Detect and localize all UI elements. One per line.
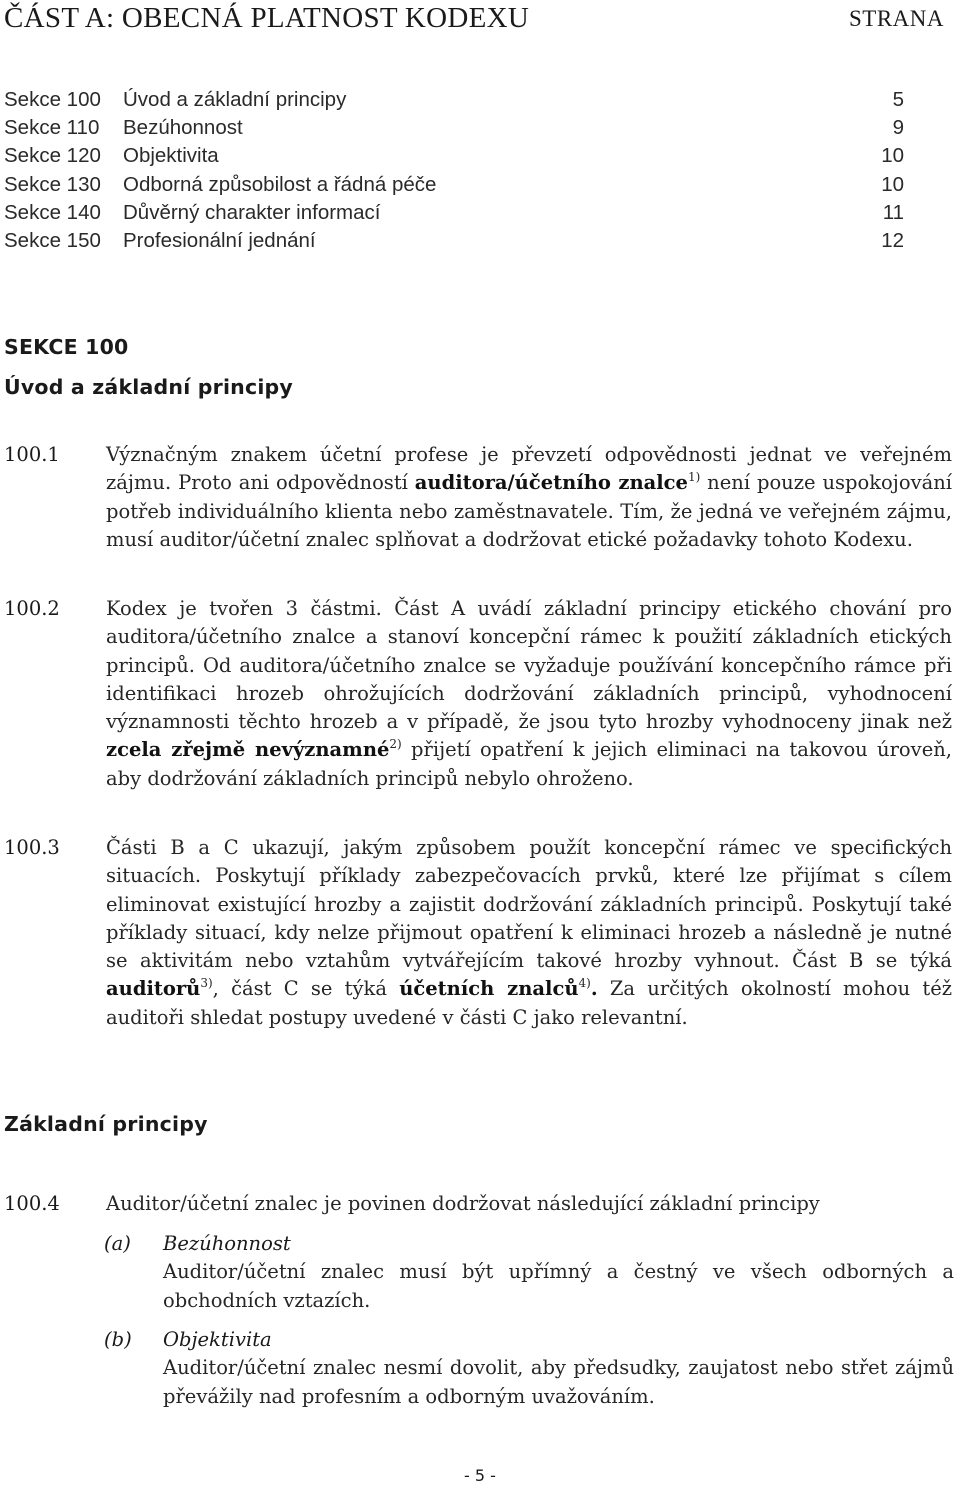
item-body: Auditor/účetní znalec musí být upřímný a čestný ve všech odborných a obchodních vztazích. [163, 1260, 954, 1312]
toc-page: 5 [892, 88, 904, 111]
toc-title: Důvěrný charakter informací [123, 200, 381, 224]
toc-title: Objektivita [123, 144, 219, 168]
paragraph-100-2 [4, 595, 952, 793]
toc-section: Sekce 140 [4, 200, 101, 224]
footnote-ref[interactable]: 2) [389, 737, 402, 752]
section-heading: SEKCE 100 [4, 335, 129, 359]
text-run: , část C se týká [212, 977, 400, 1001]
page-column-label: STRANA [848, 6, 944, 31]
principle-item [104, 1230, 954, 1315]
text-run: Kodex je tvořen 3 částmi. Část A uvádí základní principy etického chování pro auditora/účetního znalce a stanoví koncepční rámec k použití základních etických principů. Od auditora/účetního znalce se vyžaduje používání koncepčního rámce při identifikaci hrozeb ohrožujících dodržování základních principů, vyhodnocení významnosti těchto hrozeb a v případě, že jsou tyto hrozby vyhodnoceny jinak než [106, 597, 952, 734]
paragraph-100-3 [4, 834, 952, 1032]
part-title: ČÁST A: OBECNÁ PLATNOST KODEXU [4, 2, 530, 34]
text-run: Význačným znakem účetní profese je převzetí odpovědnosti jednat ve veřejném zájmu. Proto ani odpovědností [106, 443, 952, 495]
toc-section: Sekce 150 [4, 228, 101, 252]
table-of-contents [4, 86, 904, 255]
paragraph-text: Auditor/účetní znalec je povinen dodržovat následující základní principy [106, 1192, 820, 1215]
toc-title: Profesionální jednání [123, 228, 316, 252]
toc-item[interactable] [4, 142, 904, 170]
paragraph-text [106, 441, 952, 554]
toc-section: Sekce 120 [4, 144, 101, 168]
page-header [4, 2, 944, 38]
paragraph-number: 100.2 [4, 597, 60, 620]
toc-item[interactable] [4, 199, 904, 227]
bold-term: auditora/účetního znalce [414, 471, 688, 495]
item-heading: Bezúhonnost [163, 1232, 291, 1255]
paragraph-text [106, 595, 952, 793]
toc-section: Sekce 110 [4, 116, 100, 140]
toc-page: 10 [881, 144, 904, 168]
toc-page: 10 [881, 172, 904, 196]
toc-page: 9 [892, 116, 904, 140]
paragraph-number: 100.4 [4, 1192, 60, 1215]
footnote-ref[interactable]: 1) [687, 470, 701, 485]
bold-term: zcela zřejmě nevýznamné [106, 738, 390, 762]
page-number: - 5 - [464, 1466, 496, 1485]
item-label: (a) [104, 1232, 131, 1255]
section-subheading: Úvod a základní principy [4, 375, 293, 399]
toc-title: Odborná způsobilost a řádná péče [123, 172, 437, 196]
toc-section: Sekce 130 [4, 172, 101, 196]
text-run: přijetí opatření k jejich eliminaci na takovou úroveň, aby dodržování základních principů nebylo ohroženo. [106, 738, 952, 790]
paragraph-100-4 [4, 1190, 952, 1218]
toc-page: 12 [881, 228, 904, 252]
toc-item[interactable] [4, 114, 904, 142]
bold-period: . [590, 977, 598, 1001]
paragraph-text [106, 834, 952, 1032]
item-label: (b) [104, 1328, 132, 1351]
principle-item [104, 1326, 954, 1411]
toc-title: Úvod a základní principy [123, 88, 347, 111]
footnote-ref[interactable]: 3) [200, 976, 213, 991]
item-body: Auditor/účetní znalec nesmí dovolit, aby předsudky, zaujatost nebo střet zájmů převážily nad profesním a odborným uvažováním. [163, 1356, 954, 1408]
toc-page: 11 [882, 200, 904, 224]
toc-section: Sekce 100 [4, 88, 101, 111]
paragraph-number: 100.1 [4, 443, 60, 466]
text-run: Části B a C ukazují, jakým způsobem použít koncepční rámec ve specifických situacích. Poskytují příklady zabezpečovacích prvků, které lze přijímat s cílem eliminovat existující hrozby a zajistit dodržování základních principů. Poskytují také příklady situací, kdy nelze přijmout opatření k eliminaci hrozeb a následně je nutné se aktivitám nebo vztahům vytvářejícím takové hrozby vyhnout. Část B se týká [106, 836, 952, 973]
toc-item[interactable] [4, 86, 904, 114]
footnote-ref[interactable]: 4) [578, 976, 591, 991]
text-run: není pouze uspokojování potřeb individuálního klienta nebo zaměstnavatele. Tím, že jedná ve veřejném zájmu, musí auditor/účetní znalec splňovat a dodržovat etické požadavky tohoto Kodexu. [106, 471, 953, 551]
toc-item[interactable] [4, 171, 904, 199]
principles-heading: Základní principy [4, 1112, 208, 1136]
text-run: Za určitých okolností mohou též auditoři shledat postupy uvedené v části C jako relevantní. [106, 977, 953, 1029]
bold-term: účetních znalců [399, 977, 579, 1001]
item-heading: Objektivita [163, 1328, 272, 1351]
paragraph-number: 100.3 [4, 836, 60, 859]
paragraph-100-1 [4, 441, 952, 554]
bold-term: auditorů [106, 977, 201, 1001]
toc-item[interactable] [4, 227, 904, 255]
toc-title: Bezúhonnost [123, 116, 243, 140]
